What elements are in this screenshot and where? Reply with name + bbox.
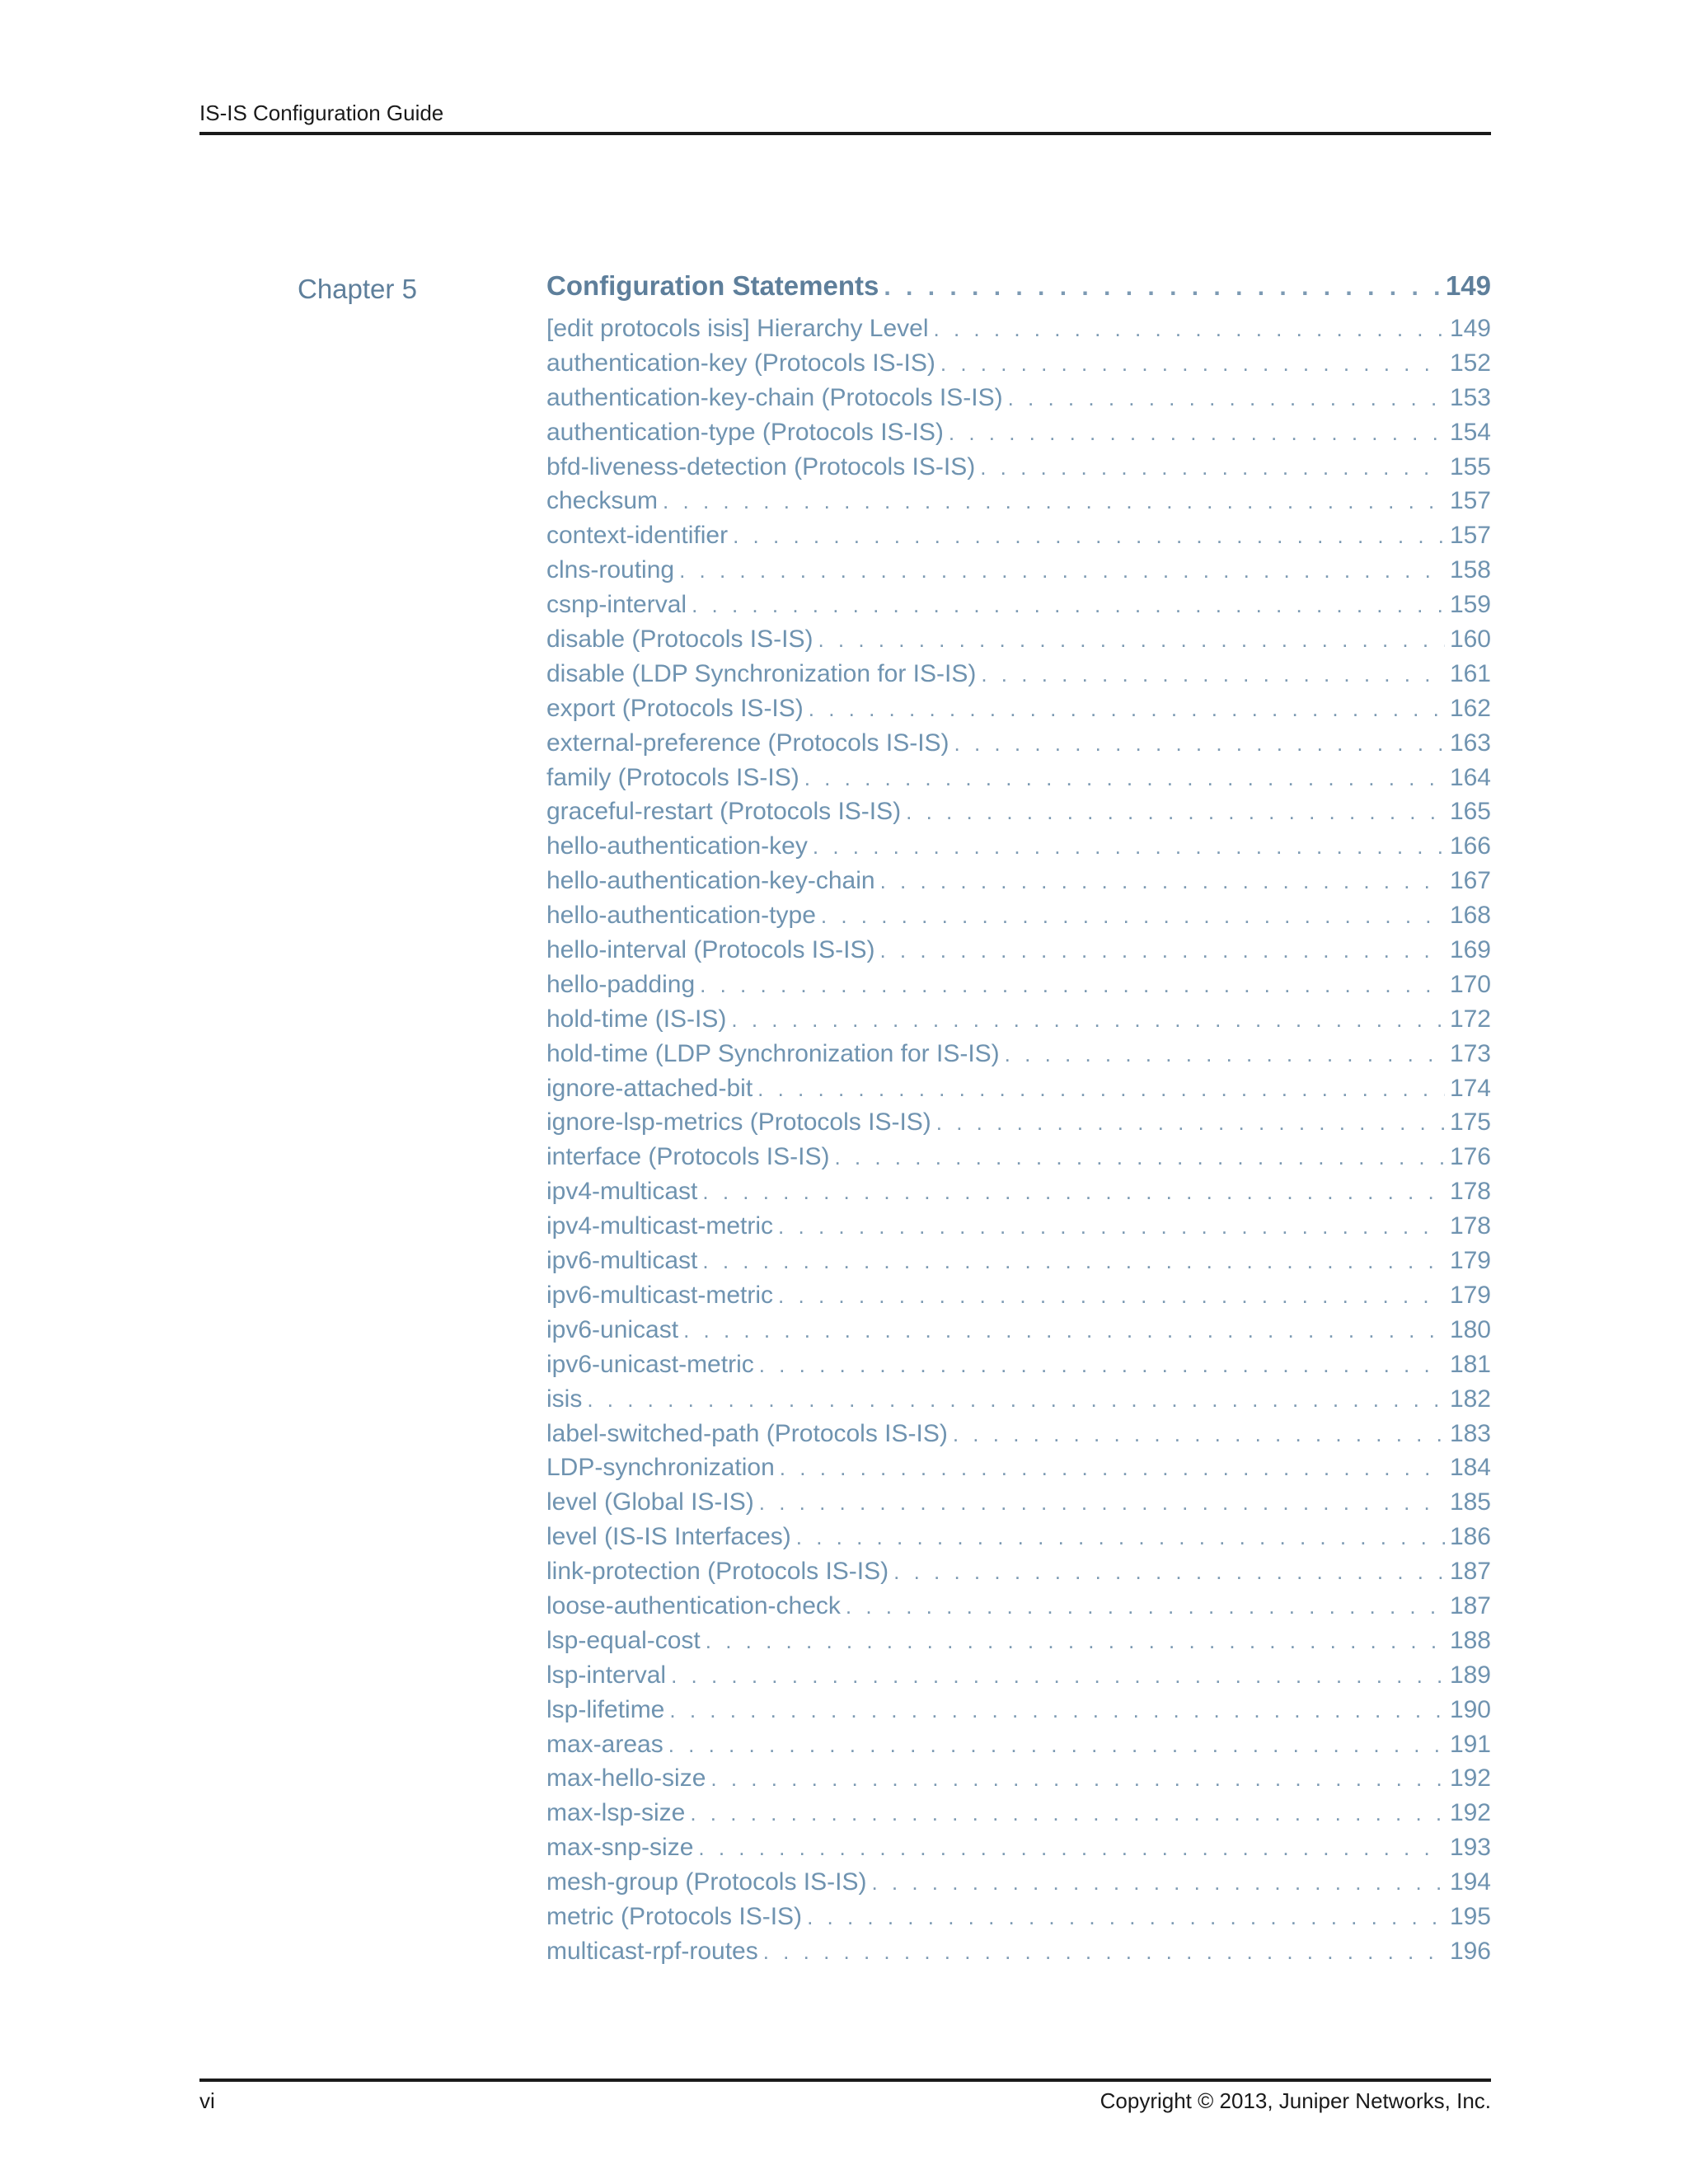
- toc-entry-title: isis: [546, 1385, 583, 1413]
- toc-entry[interactable]: [546, 626, 1491, 660]
- toc-entry-page-number: 172: [1449, 1005, 1491, 1033]
- dot-leader: [690, 1801, 1445, 1826]
- toc-entry-title: hello-authentication-key: [546, 832, 808, 860]
- dot-leader: [733, 523, 1445, 549]
- toc-entry-page-number: 154: [1449, 418, 1491, 446]
- toc-entry-title: level (IS-IS Interfaces): [546, 1523, 791, 1551]
- dot-leader: [778, 1283, 1445, 1309]
- toc-entry-page-number: 152: [1449, 349, 1491, 377]
- dot-leader: [818, 627, 1444, 653]
- toc-entry[interactable]: [546, 1143, 1491, 1178]
- toc-entry-title: hello-padding: [546, 970, 696, 998]
- toc-entry-page-number: 173: [1449, 1039, 1491, 1067]
- dot-leader: [879, 938, 1444, 963]
- toc-entry-page-number: 184: [1449, 1454, 1491, 1482]
- toc-entry-page-number: 183: [1449, 1419, 1491, 1447]
- toc-entry[interactable]: [546, 522, 1491, 556]
- toc-entry[interactable]: [546, 1868, 1491, 1903]
- toc-entry-title: checksum: [546, 487, 659, 515]
- toc-entry-page-number: 161: [1449, 659, 1491, 687]
- toc-entry-page-number: 175: [1449, 1108, 1491, 1137]
- toc-entry[interactable]: [546, 591, 1491, 626]
- dot-leader: [846, 1594, 1445, 1619]
- dot-leader: [663, 489, 1445, 514]
- toc-entry-page-number: 160: [1449, 626, 1491, 654]
- toc-entry-page-number: 192: [1449, 1799, 1491, 1827]
- toc-entry-page-number: 186: [1449, 1523, 1491, 1551]
- toc-entry-list: [546, 315, 1491, 1972]
- toc-entry-title: label-switched-path (Protocols IS-IS): [546, 1419, 948, 1447]
- dot-leader: [698, 1835, 1445, 1861]
- toc-entry-title: ignore-lsp-metrics (Protocols IS-IS): [546, 1108, 931, 1137]
- toc-entry[interactable]: [546, 315, 1491, 349]
- dot-leader: [953, 1422, 1445, 1447]
- dot-leader: [1008, 386, 1445, 411]
- table-of-contents: [546, 270, 1491, 1972]
- toc-entry-title: max-hello-size: [546, 1765, 706, 1793]
- dot-leader: [880, 869, 1445, 894]
- toc-entry-page-number: 189: [1449, 1661, 1491, 1689]
- page-footer: [199, 2079, 1491, 2115]
- toc-entry[interactable]: [546, 1696, 1491, 1731]
- dot-leader: [796, 1525, 1445, 1550]
- toc-entry-title: ipv6-multicast-metric: [546, 1281, 774, 1309]
- toc-entry-page-number: 165: [1449, 798, 1491, 826]
- toc-entry[interactable]: [546, 556, 1491, 591]
- toc-entry[interactable]: [546, 1005, 1491, 1040]
- toc-entry-title: max-areas: [546, 1730, 663, 1758]
- toc-entry-page-number: 155: [1449, 452, 1491, 480]
- toc-entry-page-number: 188: [1449, 1626, 1491, 1654]
- toc-entry[interactable]: [546, 867, 1491, 902]
- footer-page-number: vi: [199, 2088, 215, 2113]
- toc-entry-title: interface (Protocols IS-IS): [546, 1143, 830, 1171]
- toc-entry-page-number: 170: [1449, 970, 1491, 998]
- toc-entry-title: csnp-interval: [546, 591, 687, 619]
- dot-leader: [778, 1214, 1445, 1240]
- toc-entry-page-number: 187: [1449, 1591, 1491, 1619]
- dot-leader: [587, 1387, 1445, 1413]
- toc-entry[interactable]: [546, 349, 1491, 384]
- toc-entry[interactable]: [546, 419, 1491, 453]
- toc-entry-page-number: 176: [1449, 1143, 1491, 1171]
- toc-entry-page-number: 162: [1449, 694, 1491, 722]
- toc-entry[interactable]: [546, 1558, 1491, 1592]
- toc-entry-title: LDP-synchronization: [546, 1454, 775, 1482]
- toc-entry-page-number: 166: [1449, 832, 1491, 860]
- toc-entry-title: hello-interval (Protocols IS-IS): [546, 936, 875, 964]
- dot-leader: [871, 1870, 1444, 1896]
- toc-entry-page-number: 178: [1449, 1212, 1491, 1240]
- toc-entry-title: ipv6-multicast: [546, 1247, 698, 1275]
- toc-entry[interactable]: [546, 1351, 1491, 1385]
- toc-entry[interactable]: [546, 1040, 1491, 1075]
- toc-entry-title: bfd-liveness-detection (Protocols IS-IS): [546, 452, 976, 480]
- toc-entry-title: disable (Protocols IS-IS): [546, 626, 814, 654]
- toc-entry-title: authentication-type (Protocols IS-IS): [546, 418, 944, 446]
- dot-leader: [759, 1490, 1445, 1516]
- toc-entry-page-number: 182: [1449, 1385, 1491, 1413]
- toc-entry[interactable]: [546, 1627, 1491, 1661]
- toc-entry-title: hello-authentication-key-chain: [546, 867, 875, 895]
- toc-entry-title: hold-time (IS-IS): [546, 1005, 727, 1033]
- toc-entry-page-number: 194: [1449, 1868, 1491, 1896]
- dot-leader: [813, 834, 1445, 860]
- toc-entry-page-number: 193: [1449, 1834, 1491, 1862]
- toc-entry[interactable]: [546, 1282, 1491, 1316]
- dot-leader: [706, 1629, 1445, 1654]
- toc-entry-page-number: 180: [1449, 1315, 1491, 1343]
- dot-leader: [731, 1007, 1445, 1033]
- dot-leader: [692, 593, 1445, 618]
- toc-entry[interactable]: [546, 1488, 1491, 1523]
- toc-entry-page-number: 157: [1449, 487, 1491, 515]
- toc-entry-page-number: 178: [1449, 1178, 1491, 1206]
- toc-entry-page-number: 181: [1449, 1350, 1491, 1378]
- toc-entry-page-number: 187: [1449, 1558, 1491, 1586]
- toc-entry-page-number: 192: [1449, 1765, 1491, 1793]
- toc-entry-title: level (Global IS-IS): [546, 1488, 754, 1516]
- toc-entry-title: disable (LDP Synchronization for IS-IS): [546, 659, 977, 687]
- toc-entry-page-number: 191: [1449, 1730, 1491, 1758]
- toc-entry[interactable]: [546, 1765, 1491, 1799]
- toc-entry[interactable]: [546, 384, 1491, 419]
- dot-leader: [759, 1352, 1445, 1378]
- dot-leader: [834, 1145, 1444, 1170]
- dot-leader: [934, 316, 1445, 342]
- dot-leader: [980, 455, 1445, 480]
- toc-entry[interactable]: [546, 1178, 1491, 1212]
- dot-leader: [893, 1559, 1445, 1585]
- toc-entry-title: link-protection (Protocols IS-IS): [546, 1558, 889, 1586]
- dot-leader: [936, 1110, 1445, 1136]
- toc-entry-title: hold-time (LDP Synchronization for IS-IS): [546, 1039, 1000, 1067]
- toc-entry-page-number: 196: [1449, 1937, 1491, 1965]
- toc-entry-title: authentication-key (Protocols IS-IS): [546, 349, 935, 377]
- toc-entry[interactable]: [546, 1592, 1491, 1627]
- dot-leader: [804, 766, 1445, 791]
- toc-entry-title: hello-authentication-type: [546, 902, 816, 930]
- toc-entry-page-number: 179: [1449, 1247, 1491, 1275]
- toc-entry-page-number: 195: [1449, 1902, 1491, 1930]
- toc-entry[interactable]: [546, 1316, 1491, 1351]
- dot-leader: [884, 274, 1441, 302]
- toc-entry-title: multicast-rpf-routes: [546, 1937, 758, 1965]
- toc-entry-page-number: 149: [1449, 315, 1491, 342]
- dot-leader: [702, 1249, 1445, 1274]
- toc-entry-title: ipv6-unicast-metric: [546, 1350, 754, 1378]
- toc-entry-title: lsp-equal-cost: [546, 1626, 701, 1654]
- toc-entry-title: lsp-lifetime: [546, 1695, 665, 1723]
- toc-entry[interactable]: [546, 1420, 1491, 1455]
- toc-entry-title: ignore-attached-bit: [546, 1074, 753, 1102]
- toc-entry[interactable]: [546, 1454, 1491, 1488]
- toc-entry[interactable]: [546, 487, 1491, 522]
- toc-entry[interactable]: [546, 729, 1491, 764]
- toc-entry-page-number: 159: [1449, 591, 1491, 619]
- toc-entry-title: graceful-restart (Protocols IS-IS): [546, 798, 902, 826]
- toc-entry-title: max-snp-size: [546, 1834, 694, 1862]
- toc-entry[interactable]: [546, 1834, 1491, 1868]
- dot-leader: [757, 1076, 1445, 1102]
- toc-entry-title: loose-authentication-check: [546, 1591, 841, 1619]
- dot-leader: [679, 558, 1445, 583]
- dot-leader: [710, 1766, 1445, 1792]
- toc-entry-page-number: 157: [1449, 522, 1491, 550]
- toc-entry-page-number: 169: [1449, 936, 1491, 964]
- toc-entry-title: export (Protocols IS-IS): [546, 694, 804, 722]
- footer-copyright: Copyright © 2013, Juniper Networks, Inc.: [1100, 2088, 1491, 2113]
- toc-entry[interactable]: [546, 902, 1491, 936]
- toc-entry[interactable]: [546, 1108, 1491, 1143]
- document-title: IS-IS Configuration Guide: [199, 101, 444, 125]
- toc-entry-page-number: 164: [1449, 763, 1491, 791]
- toc-entry[interactable]: [546, 453, 1491, 488]
- toc-entry-page-number: 158: [1449, 556, 1491, 584]
- toc-entry-title: [edit protocols isis] Hierarchy Level: [546, 315, 929, 342]
- dot-leader: [821, 903, 1445, 929]
- dot-leader: [669, 1698, 1445, 1723]
- dot-leader: [809, 696, 1445, 722]
- dot-leader: [702, 1179, 1445, 1205]
- toc-entry[interactable]: [546, 1385, 1491, 1420]
- toc-entry-page-number: 174: [1449, 1074, 1491, 1102]
- toc-entry-title: context-identifier: [546, 522, 729, 550]
- dot-leader: [949, 420, 1445, 446]
- toc-entry-page-number: 190: [1449, 1695, 1491, 1723]
- toc-entry-page-number: 179: [1449, 1281, 1491, 1309]
- toc-entry-page-number: 168: [1449, 902, 1491, 930]
- dot-leader: [1005, 1042, 1445, 1067]
- dot-leader: [683, 1318, 1445, 1343]
- toc-entry-title: clns-routing: [546, 556, 675, 584]
- toc-entry[interactable]: [546, 1212, 1491, 1247]
- toc-entry-title: ipv6-unicast: [546, 1315, 679, 1343]
- toc-entry-title: external-preference (Protocols IS-IS): [546, 729, 950, 757]
- dot-leader: [954, 731, 1445, 757]
- toc-entry[interactable]: [546, 1903, 1491, 1938]
- toc-entry-page-number: 185: [1449, 1488, 1491, 1516]
- dot-leader: [981, 662, 1445, 687]
- dot-leader: [807, 1905, 1445, 1930]
- toc-entry-page-number: 163: [1449, 729, 1491, 757]
- toc-entry-title: max-lsp-size: [546, 1799, 686, 1827]
- dot-leader: [940, 351, 1445, 377]
- toc-entry-title: authentication-key-chain (Protocols IS-IS): [546, 383, 1003, 411]
- dot-leader: [906, 799, 1445, 825]
- toc-entry-page-number: 153: [1449, 383, 1491, 411]
- toc-entry[interactable]: [546, 798, 1491, 832]
- chapter-title: Configuration Statements: [546, 270, 879, 301]
- dot-leader: [700, 972, 1445, 998]
- page-header: [199, 99, 1491, 135]
- toc-entry[interactable]: [546, 1075, 1491, 1109]
- dot-leader: [780, 1455, 1445, 1481]
- dot-leader: [763, 1939, 1445, 1965]
- toc-entry[interactable]: [546, 1661, 1491, 1696]
- toc-entry-title: ipv4-multicast: [546, 1178, 698, 1206]
- chapter-page-number: 149: [1445, 270, 1491, 301]
- toc-entry[interactable]: [546, 1731, 1491, 1765]
- toc-entry-title: ipv4-multicast-metric: [546, 1212, 774, 1240]
- toc-entry-title: metric (Protocols IS-IS): [546, 1902, 803, 1930]
- toc-entry[interactable]: [546, 764, 1491, 799]
- toc-entry-page-number: 167: [1449, 867, 1491, 895]
- toc-entry[interactable]: [546, 832, 1491, 867]
- toc-entry-title: lsp-interval: [546, 1661, 667, 1689]
- toc-entry[interactable]: [546, 660, 1491, 695]
- chapter-label: Chapter 5: [298, 274, 417, 304]
- toc-entry[interactable]: [546, 971, 1491, 1005]
- toc-entry[interactable]: [546, 1799, 1491, 1834]
- toc-entry[interactable]: [546, 695, 1491, 729]
- toc-entry-title: family (Protocols IS-IS): [546, 763, 799, 791]
- toc-entry[interactable]: [546, 936, 1491, 971]
- toc-entry[interactable]: [546, 1247, 1491, 1282]
- dot-leader: [668, 1732, 1445, 1758]
- toc-entry-title: mesh-group (Protocols IS-IS): [546, 1868, 867, 1896]
- toc-chapter-heading[interactable]: [546, 270, 1491, 315]
- toc-entry[interactable]: [546, 1938, 1491, 1972]
- toc-entry[interactable]: [546, 1523, 1491, 1558]
- dot-leader: [671, 1663, 1445, 1689]
